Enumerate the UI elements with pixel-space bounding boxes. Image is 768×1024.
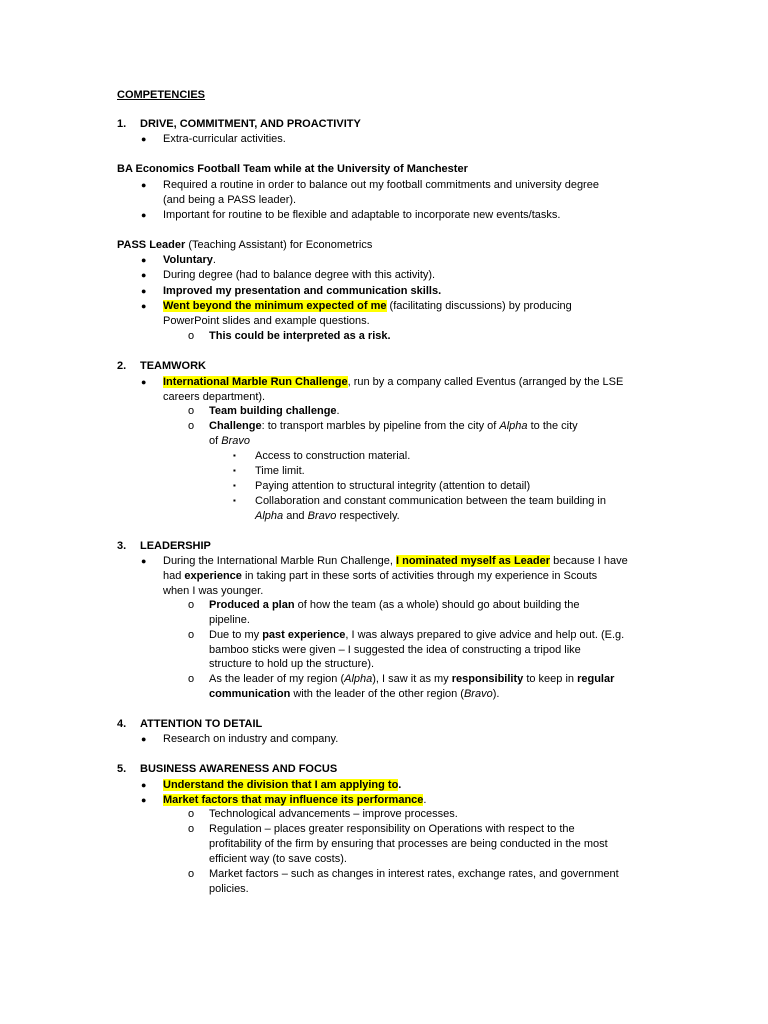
list-item-continuation: careers department).: [163, 391, 266, 403]
subheading-bold: PASS Leader: [117, 239, 186, 251]
list-item-rest: , run by a company called Eventus (arranged by the LSE: [347, 376, 624, 388]
text-span: , I was always prepared to give advice and help out. (E.g.: [345, 629, 625, 641]
bullet-icon: ●: [141, 795, 147, 805]
sub-list-item: This could be interpreted as a risk.: [209, 330, 391, 342]
section-number: 4.: [117, 718, 127, 730]
nested-list-item: Collaboration and constant communication between the team building in: [255, 495, 606, 507]
text-span: respectively.: [336, 510, 400, 522]
list-item: Important for routine to be flexible and adaptable to incorporate new events/tasks.: [163, 209, 561, 221]
circle-bullet-icon: o: [188, 599, 195, 611]
nested-list-item: Paying attention to structural integrity (attention to detail): [255, 480, 531, 492]
text-span: As the leader of my region (: [209, 673, 345, 685]
sub-list-item-rest: to the city: [527, 420, 578, 432]
sub-list-item-bold: Challenge: [209, 420, 262, 432]
circle-bullet-icon: o: [188, 823, 195, 835]
list-item-continuation: PowerPoint slides and example questions.: [163, 315, 370, 327]
circle-bullet-icon: o: [188, 420, 195, 432]
text-span: Due to my: [209, 629, 263, 641]
square-bullet-icon: ▪: [233, 481, 236, 490]
bullet-icon: ●: [141, 134, 147, 144]
sub-list-item-continuation: pipeline.: [209, 614, 250, 626]
text-span: of: [209, 435, 222, 447]
bullet-icon: ●: [141, 180, 147, 190]
list-item: Required a routine in order to balance out my football commitments and university degree: [163, 179, 599, 191]
text-span: to keep in: [523, 673, 578, 685]
circle-bullet-icon: o: [188, 868, 195, 880]
bold-text: communication: [209, 688, 291, 700]
bullet-icon: ●: [141, 377, 147, 387]
list-item: During degree (had to balance degree with this activity).: [163, 269, 436, 281]
sub-list-item-continuation: policies.: [209, 883, 249, 895]
subheading: BA Economics Football Team while at the University of Manchester: [117, 163, 468, 175]
section-number: 3.: [117, 540, 127, 552]
highlighted-text: Market factors that may influence its performance: [163, 794, 424, 806]
highlighted-text: International Marble Run Challenge: [163, 376, 348, 388]
sub-list-item: [209, 419, 578, 433]
list-item: [163, 554, 628, 568]
sub-list-item: Regulation – places greater responsibility on Operations with respect to the: [209, 823, 575, 835]
bullet-icon: ●: [141, 301, 147, 311]
bold-text: past experience: [262, 629, 346, 641]
italic-text: Bravo: [307, 510, 337, 522]
italic-text: Alpha: [499, 420, 528, 432]
section-number: 5.: [117, 763, 127, 775]
bullet-icon: ●: [141, 734, 147, 744]
list-item: [163, 299, 572, 313]
list-item-continuation: [163, 569, 597, 583]
sub-list-item: [209, 404, 340, 418]
sub-list-item-continuation: structure to hold up the structure).: [209, 658, 375, 670]
sub-list-item: Technological advancements – improve processes.: [209, 808, 458, 820]
square-bullet-icon: ▪: [233, 466, 236, 475]
list-item: [163, 375, 623, 389]
section-heading: DRIVE, COMMITMENT, AND PROACTIVITY: [140, 118, 361, 130]
list-item: Improved my presentation and communication skills.: [163, 285, 442, 297]
sub-list-item-continuation: profitability of the firm by ensuring that processes are being conducted in the most: [209, 838, 608, 850]
sub-list-item-continuation: [209, 687, 499, 701]
highlighted-text: I nominated myself as Leader: [395, 555, 551, 567]
nested-list-item: Access to construction material.: [255, 450, 411, 462]
list-item-rest: (facilitating discussions) by producing: [386, 300, 572, 312]
sub-list-item: [209, 628, 624, 642]
highlighted-text: Understand the division that I am applying to: [163, 779, 399, 791]
subheading: [117, 238, 372, 252]
italic-text: Alpha: [255, 510, 284, 522]
section-heading: TEAMWORK: [140, 360, 206, 372]
list-item: Extra-curricular activities.: [163, 133, 286, 145]
text-span: because I have: [550, 555, 628, 567]
text-span: During the International Marble Run Challenge,: [163, 555, 396, 567]
italic-text: Bravo: [221, 435, 250, 447]
bold-text: Produced a plan: [209, 599, 295, 611]
section-number: 1.: [117, 118, 127, 130]
sub-list-item: Market factors – such as changes in interest rates, exchange rates, and government: [209, 868, 619, 880]
sub-list-item-rest: .: [336, 405, 340, 417]
bullet-icon: ●: [141, 255, 147, 265]
document-title: COMPETENCIES: [117, 89, 206, 101]
bullet-icon: ●: [141, 780, 147, 790]
text-span: and: [283, 510, 308, 522]
sub-list-item-bold: Team building challenge: [209, 405, 337, 417]
sub-list-item: [209, 672, 614, 686]
sub-list-item-continuation: bamboo sticks were given – I suggested the idea of constructing a tripod like: [209, 644, 581, 656]
circle-bullet-icon: o: [188, 808, 195, 820]
nested-list-item: Time limit.: [255, 465, 305, 477]
circle-bullet-icon: o: [188, 330, 195, 342]
bold-text: experience: [184, 570, 242, 582]
text-span: .: [398, 779, 402, 791]
circle-bullet-icon: o: [188, 673, 195, 685]
text-span: ).: [492, 688, 500, 700]
square-bullet-icon: ▪: [233, 451, 236, 460]
list-item: Research on industry and company.: [163, 733, 339, 745]
italic-text: Alpha: [344, 673, 373, 685]
subheading-rest: (Teaching Assistant) for Econometrics: [185, 239, 373, 251]
italic-text: Bravo: [463, 688, 493, 700]
sub-list-item-rest: : to transport marbles by pipeline from the city of: [261, 420, 500, 432]
circle-bullet-icon: o: [188, 405, 195, 417]
list-item-rest: .: [212, 254, 216, 266]
circle-bullet-icon: o: [188, 629, 195, 641]
bold-text: regular: [577, 673, 615, 685]
text-span: ), I saw it as my: [372, 673, 452, 685]
section-number: 2.: [117, 360, 127, 372]
text-span: .: [423, 794, 427, 806]
sub-list-item: [209, 598, 580, 612]
bullet-icon: ●: [141, 270, 147, 280]
text-span: with the leader of the other region (: [290, 688, 464, 700]
section-heading: BUSINESS AWARENESS AND FOCUS: [140, 763, 338, 775]
square-bullet-icon: ▪: [233, 496, 236, 505]
text-span: in taking part in these sorts of activities through my experience in Scouts: [241, 570, 598, 582]
bullet-icon: ●: [141, 210, 147, 220]
list-item-continuation: when I was younger.: [163, 585, 264, 597]
bullet-icon: ●: [141, 556, 147, 566]
section-heading: LEADERSHIP: [140, 540, 211, 552]
list-item: [163, 793, 426, 807]
bullet-icon: ●: [141, 286, 147, 296]
text-span: of how the team (as a whole) should go about building the: [294, 599, 580, 611]
sub-list-item-continuation: efficient way (to save costs).: [209, 853, 347, 865]
sub-list-item-continuation: [209, 434, 250, 448]
list-item-continuation: (and being a PASS leader).: [163, 194, 297, 206]
text-span: had: [163, 570, 185, 582]
list-item-bold: Voluntary: [163, 254, 213, 266]
section-heading: ATTENTION TO DETAIL: [140, 718, 263, 730]
list-item: [163, 778, 401, 792]
highlighted-text: Went beyond the minimum expected of me: [163, 300, 387, 312]
bold-text: responsibility: [451, 673, 524, 685]
list-item: [163, 253, 216, 267]
nested-list-item-continuation: [255, 509, 400, 523]
